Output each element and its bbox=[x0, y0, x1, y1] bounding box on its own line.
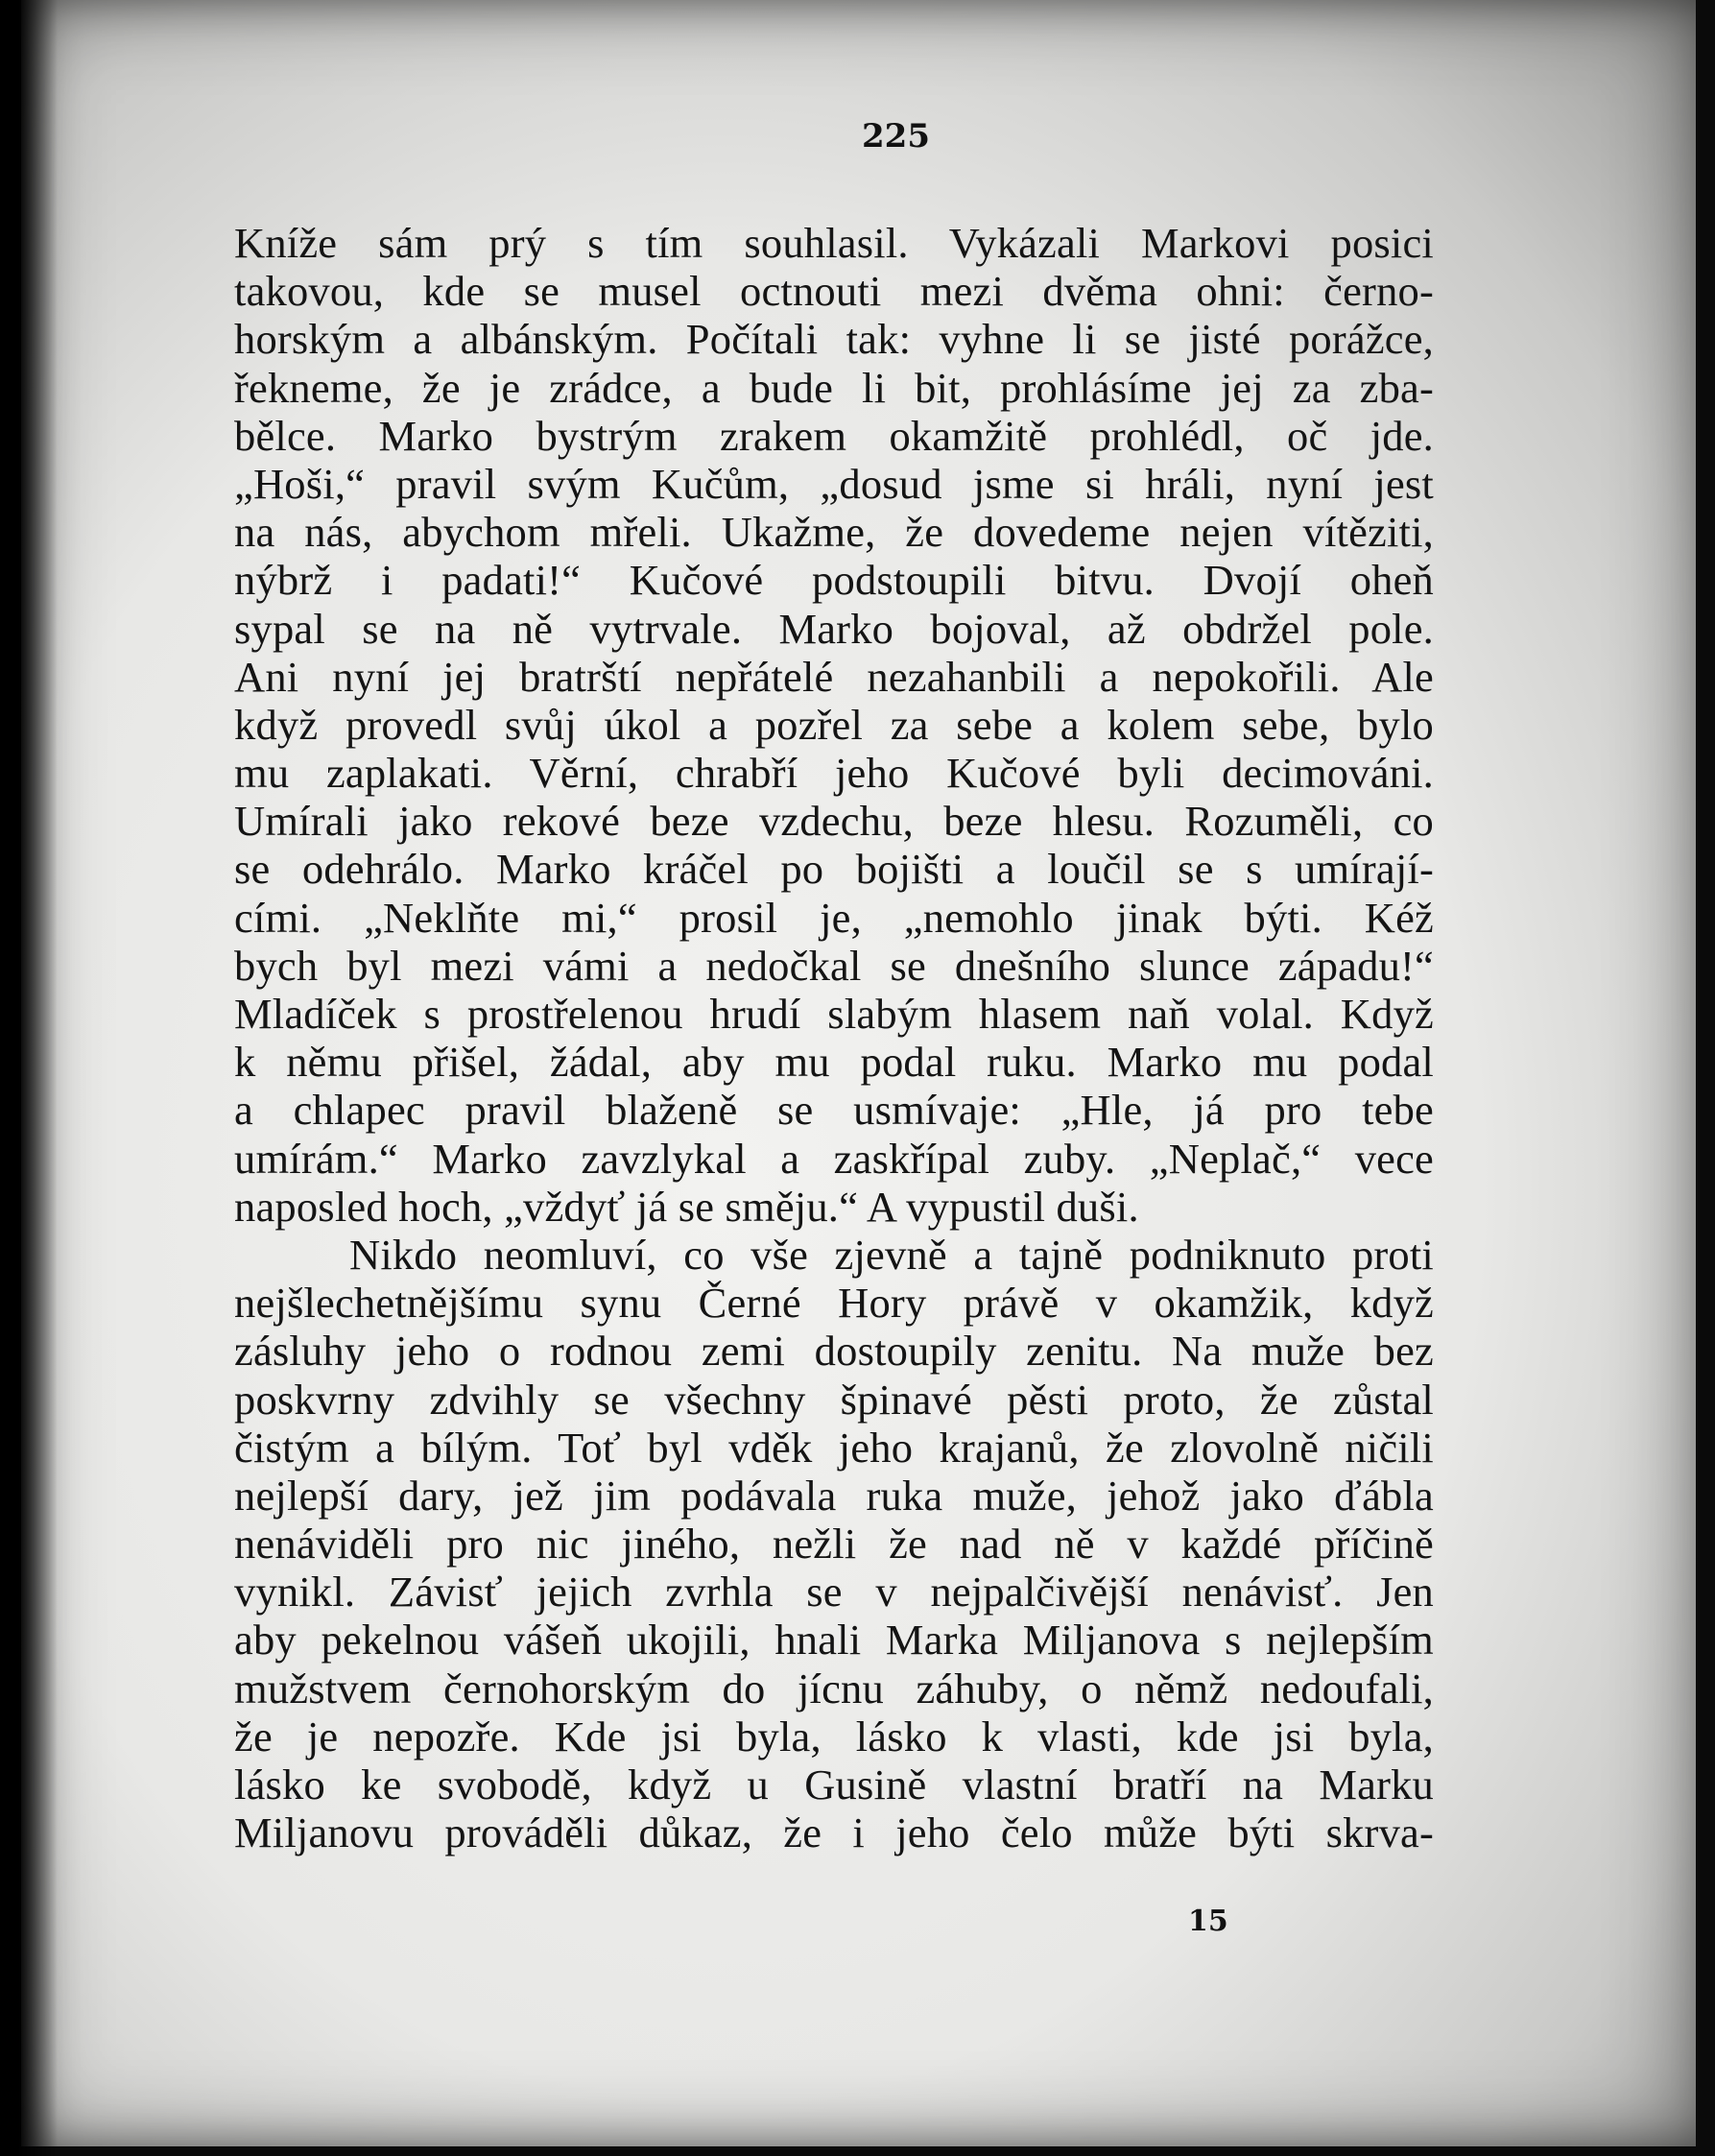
text-line: takovou, kde se musel octnouti mezi dvěma ohni: černo- bbox=[234, 267, 1434, 316]
text-line: mu zaplakati. Věrní, chrabří jeho Kučové byli decimováni. bbox=[234, 749, 1434, 798]
text-line: k němu přišel, žádal, aby mu podal ruku. Marko mu podal bbox=[234, 1038, 1434, 1087]
text-line: zásluhy jeho o rodnou zemi dostoupily zenitu. Na muže bez bbox=[234, 1327, 1434, 1376]
text-line: nenáviděli pro nic jiného, nežli že nad ně v každé příčině bbox=[234, 1520, 1434, 1569]
printer-signature-mark: 15 bbox=[1188, 1904, 1228, 1938]
page-number: 225 bbox=[862, 117, 930, 156]
text-line: nejšlechetnějšímu synu Černé Hory právě v okamžik, když bbox=[234, 1279, 1434, 1328]
text-line: Ani nyní jej bratrští nepřátelé nezahanbili a nepokořili. Ale bbox=[234, 652, 1434, 701]
text-line: lásko ke svobodě, když u Gusině vlastní bratří na Marku bbox=[234, 1761, 1434, 1809]
text-line: horským a albánským. Počítali tak: vyhne li se jisté porážce, bbox=[234, 315, 1434, 364]
text-line: vynikl. Závisť jejich zvrhla se v nejpalčivější nenávisť. Jen bbox=[234, 1568, 1434, 1617]
text-line: poskvrny zdvihly se všechny špinavé pěsti proto, že zůstal bbox=[234, 1375, 1434, 1424]
text-line: čistým a bílým. Toť byl vděk jeho krajanů, že zlovolně ničili bbox=[234, 1423, 1434, 1472]
text-line: řekneme, že je zrádce, a bude li bit, prohlásíme jej za zba- bbox=[234, 363, 1434, 412]
text-line: cími. „Neklňte mi,“ prosil je, „nemohlo jinak býti. Kéž bbox=[234, 893, 1434, 942]
text-line: na nás, abychom mřeli. Ukažme, že dovedeme nejen vítěziti, bbox=[234, 508, 1434, 557]
text-line: Nikdo neomluví, co vše zjevně a tajně podniknuto proti bbox=[349, 1230, 1434, 1279]
text-line: Miljanovu prováděli důkaz, že i jeho čelo může býti skrva- bbox=[234, 1809, 1434, 1857]
text-line: Mladíček s prostřelenou hrudí slabým hlasem naň volal. Když bbox=[234, 990, 1434, 1038]
text-line: že je nepozře. Kde jsi byla, lásko k vlasti, kde jsi byla, bbox=[234, 1712, 1434, 1761]
body-text bbox=[234, 219, 1434, 1857]
text-line: umírám.“ Marko zavzlykal a zaskřípal zuby. „Neplač,“ vece bbox=[234, 1134, 1434, 1183]
text-line: aby pekelnou vášeň ukojili, hnali Marka Miljanova s nejlepším bbox=[234, 1616, 1434, 1665]
binding-shadow bbox=[0, 0, 58, 2156]
text-line: mužstvem černohorským do jícnu záhuby, o němž nedoufali, bbox=[234, 1664, 1434, 1713]
text-line: a chlapec pravil blaženě se usmívaje: „Hle, já pro tebe bbox=[234, 1086, 1434, 1135]
text-line: nýbrž i padati!“ Kučové podstoupili bitvu. Dvojí oheň bbox=[234, 556, 1434, 605]
text-line: bělce. Marko bystrým zrakem okamžitě prohlédl, oč jde. bbox=[234, 411, 1434, 460]
text-line: nejlepší dary, jež jim podávala ruka muže, jehož jako ďábla bbox=[234, 1471, 1434, 1520]
text-line: naposled hoch, „vždyť já se směju.“ A vypustil duši. bbox=[234, 1182, 1139, 1231]
text-line: „Hoši,“ pravil svým Kučům, „dosud jsme si hráli, nyní jest bbox=[234, 459, 1434, 508]
text-line: sypal se na ně vytrvale. Marko bojoval, až obdržel pole. bbox=[234, 604, 1434, 653]
text-line: se odehrálo. Marko kráčel po bojišti a loučil se s umírají- bbox=[234, 845, 1434, 894]
text-line: když provedl svůj úkol a pozřel za sebe a kolem sebe, bylo bbox=[234, 700, 1434, 749]
text-line: bych byl mezi vámi a nedočkal se dnešního slunce západu!“ bbox=[234, 941, 1434, 990]
text-line: Umírali jako rekové beze vzdechu, beze hlesu. Rozuměli, co bbox=[234, 797, 1434, 846]
text-line: Kníže sám prý s tím souhlasil. Vykázali Markovi posici bbox=[234, 219, 1434, 267]
